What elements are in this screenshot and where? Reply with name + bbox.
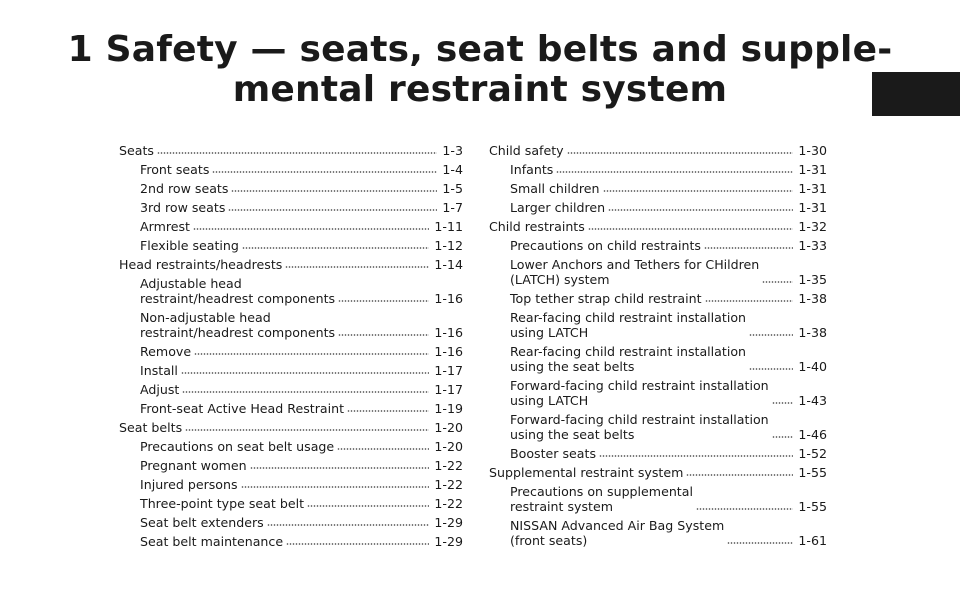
toc-entry-label: Adjust xyxy=(140,382,180,397)
toc-entry[interactable] xyxy=(119,401,463,416)
chapter-title xyxy=(0,30,960,110)
toc-entry-page: 1-20 xyxy=(434,439,463,454)
toc-dot-leader xyxy=(749,333,793,337)
toc-entry-page: 1-17 xyxy=(434,382,463,397)
toc-entry-page: 1-22 xyxy=(434,458,463,473)
toc-entry[interactable] xyxy=(119,143,463,158)
toc-entry-label: Booster seats xyxy=(510,446,597,461)
toc-dot-leader xyxy=(193,227,429,231)
toc-entry-page: 1-16 xyxy=(434,291,463,306)
toc-dot-leader xyxy=(338,333,429,337)
toc-entry-label: Child restraints xyxy=(489,219,585,234)
toc-entry-page: 1-52 xyxy=(798,446,827,461)
toc-dot-leader xyxy=(588,227,794,231)
toc-entry[interactable] xyxy=(119,439,463,454)
toc-entry-page: 1-20 xyxy=(434,420,463,435)
toc-entry-page: 1-32 xyxy=(798,219,827,234)
toc-entry-label: Three-point type seat belt xyxy=(140,496,305,511)
toc-entry-label: Rear-facing child restraint installation using LATCH xyxy=(510,310,747,340)
toc-entry-label: Injured persons xyxy=(140,477,238,492)
toc-entry-page: 1-55 xyxy=(798,499,827,514)
toc-entry-page: 1-22 xyxy=(434,496,463,511)
toc-entry[interactable] xyxy=(489,310,827,340)
toc-entry-page: 1-38 xyxy=(798,325,827,340)
toc-entry-label: Armrest xyxy=(140,219,190,234)
toc-entry-page: 1-35 xyxy=(798,272,827,287)
toc-dot-leader xyxy=(157,151,437,155)
toc-entry-label: Small children xyxy=(510,181,600,196)
toc-entry-page: 1-29 xyxy=(434,515,463,530)
toc-entry[interactable] xyxy=(489,518,827,548)
toc-entry[interactable] xyxy=(119,257,463,272)
toc-entry[interactable] xyxy=(489,446,827,461)
toc-dot-leader xyxy=(228,208,437,212)
toc-entry-page: 1-31 xyxy=(798,200,827,215)
toc-entry[interactable] xyxy=(489,162,827,177)
toc-dot-leader xyxy=(704,246,793,250)
toc-entry-page: 1-46 xyxy=(798,427,827,442)
toc-entry[interactable] xyxy=(119,496,463,511)
toc-dot-leader xyxy=(603,189,794,193)
toc-entry-page: 1-5 xyxy=(442,181,463,196)
toc-entry-page: 1-22 xyxy=(434,477,463,492)
toc-dot-leader xyxy=(185,428,429,432)
toc-entry-label: Precautions on supplemental restraint system xyxy=(510,484,693,514)
toc-dot-leader xyxy=(250,466,430,470)
toc-entry-label: Rear-facing child restraint installation using the seat belts xyxy=(510,344,747,374)
toc-entry-page: 1-14 xyxy=(434,257,463,272)
toc-dot-leader xyxy=(347,409,429,413)
toc-entry-label: Lower Anchors and Tethers for CHildren (LATCH) system xyxy=(510,257,760,287)
toc-entry[interactable] xyxy=(119,477,463,492)
toc-entry-page: 1-19 xyxy=(434,401,463,416)
toc-entry-label: Seat belts xyxy=(119,420,183,435)
toc-entry-page: 1-16 xyxy=(434,325,463,340)
toc-entry[interactable] xyxy=(489,238,827,253)
toc-entry[interactable] xyxy=(119,534,463,549)
toc-dot-leader xyxy=(181,371,429,375)
toc-dot-leader xyxy=(231,189,437,193)
toc-dot-leader xyxy=(608,208,793,212)
toc-entry[interactable] xyxy=(489,257,827,287)
toc-entry-page: 1-16 xyxy=(434,344,463,359)
toc-entry-label: Front-seat Active Head Restraint xyxy=(140,401,345,416)
toc-entry-label: Precautions on seat belt usage xyxy=(140,439,335,454)
toc-entry[interactable] xyxy=(489,200,827,215)
toc-dot-leader xyxy=(749,367,793,371)
toc-dot-leader xyxy=(212,170,437,174)
toc-entry-page: 1-29 xyxy=(434,534,463,549)
toc-entry[interactable] xyxy=(119,238,463,253)
toc-entry-label: Child safety xyxy=(489,143,564,158)
toc-dot-leader xyxy=(307,504,429,508)
toc-entry-page: 1-11 xyxy=(434,219,463,234)
toc-entry-page: 1-4 xyxy=(442,162,463,177)
toc-dot-leader xyxy=(241,485,430,489)
toc-entry[interactable] xyxy=(119,363,463,378)
toc-entry-page: 1-55 xyxy=(798,465,827,480)
toc-dot-leader xyxy=(705,299,794,303)
toc-entry-label: Install xyxy=(140,363,178,378)
toc-entry-label: Non-adjustable head restraint/headrest components xyxy=(140,310,336,340)
toc-entry[interactable] xyxy=(119,458,463,473)
toc-entry[interactable] xyxy=(489,412,827,442)
toc-entry-page: 1-12 xyxy=(434,238,463,253)
chapter-title-line-2: mental restraint system xyxy=(232,69,728,110)
toc-entry[interactable] xyxy=(119,200,463,215)
toc-entry-label: Forward-facing child restraint installation using LATCH xyxy=(510,378,769,408)
toc-dot-leader xyxy=(242,246,430,250)
toc-entry[interactable] xyxy=(489,344,827,374)
toc-entry-label: Seats xyxy=(119,143,154,158)
toc-entry-page: 1-40 xyxy=(798,359,827,374)
toc-right-column xyxy=(489,143,827,552)
toc-entry-page: 1-7 xyxy=(442,200,463,215)
toc-dot-leader xyxy=(599,454,793,458)
toc-left-column xyxy=(119,143,463,553)
toc-entry-label: Top tether strap child restraint xyxy=(510,291,702,306)
toc-entry[interactable] xyxy=(489,181,827,196)
toc-entry-page: 1-31 xyxy=(798,181,827,196)
toc-entry-label: Front seats xyxy=(140,162,210,177)
toc-entry[interactable] xyxy=(489,219,827,234)
toc-dot-leader xyxy=(567,151,794,155)
toc-dot-leader xyxy=(182,390,429,394)
toc-entry-label: Adjustable head restraint/headrest components xyxy=(140,276,336,306)
toc-dot-leader xyxy=(762,280,793,284)
toc-dot-leader xyxy=(285,265,429,269)
toc-entry-label: Seat belt maintenance xyxy=(140,534,284,549)
toc-entry[interactable] xyxy=(489,465,827,480)
chapter-title-line-1: 1 Safety — seats, seat belts and supple- xyxy=(67,29,893,70)
toc-entry-page: 1-17 xyxy=(434,363,463,378)
toc-entry[interactable] xyxy=(489,484,827,514)
toc-entry-page: 1-61 xyxy=(798,533,827,548)
toc-entry-page: 1-31 xyxy=(798,162,827,177)
toc-dot-leader xyxy=(556,170,793,174)
toc-entry-page: 1-43 xyxy=(798,393,827,408)
toc-entry-label: Pregnant women xyxy=(140,458,247,473)
toc-entry[interactable] xyxy=(119,515,463,530)
toc-entry-label: Forward-facing child restraint installation using the seat belts xyxy=(510,412,769,442)
toc-entry[interactable] xyxy=(489,143,827,158)
toc-entry[interactable] xyxy=(119,219,463,234)
toc-entry-label: Seat belt extenders xyxy=(140,515,264,530)
toc-entry[interactable] xyxy=(119,162,463,177)
toc-entry-label: Larger children xyxy=(510,200,606,215)
toc-dot-leader xyxy=(696,507,793,511)
toc-dot-leader xyxy=(338,299,429,303)
toc-dot-leader xyxy=(194,352,429,356)
toc-entry-label: NISSAN Advanced Air Bag System (front seats) xyxy=(510,518,725,548)
toc-entry[interactable] xyxy=(119,181,463,196)
toc-entry-label: Remove xyxy=(140,344,192,359)
toc-entry-label: 3rd row seats xyxy=(140,200,226,215)
toc-entry-page: 1-30 xyxy=(798,143,827,158)
toc-dot-leader xyxy=(772,401,794,405)
toc-entry-page: 1-38 xyxy=(798,291,827,306)
toc-dot-leader xyxy=(337,447,429,451)
toc-dot-leader xyxy=(267,523,430,527)
toc-entry-page: 1-33 xyxy=(798,238,827,253)
toc-entry-page: 1-3 xyxy=(442,143,463,158)
toc-dot-leader xyxy=(286,542,429,546)
toc-entry[interactable] xyxy=(119,420,463,435)
toc-entry[interactable] xyxy=(489,378,827,408)
toc-dot-leader xyxy=(686,473,793,477)
toc-entry-label: Flexible seating xyxy=(140,238,239,253)
toc-entry[interactable] xyxy=(119,382,463,397)
toc-entry[interactable] xyxy=(119,276,463,306)
toc-dot-leader xyxy=(772,435,794,439)
toc-entry-label: Supplemental restraint system xyxy=(489,465,684,480)
toc-entry-label: Precautions on child restraints xyxy=(510,238,701,253)
toc-entry[interactable] xyxy=(119,344,463,359)
toc-entry-label: 2nd row seats xyxy=(140,181,229,196)
toc-entry[interactable] xyxy=(119,310,463,340)
toc-entry-label: Infants xyxy=(510,162,554,177)
toc-entry-label: Head restraints/headrests xyxy=(119,257,283,272)
toc-dot-leader xyxy=(727,541,793,545)
toc-entry[interactable] xyxy=(489,291,827,306)
